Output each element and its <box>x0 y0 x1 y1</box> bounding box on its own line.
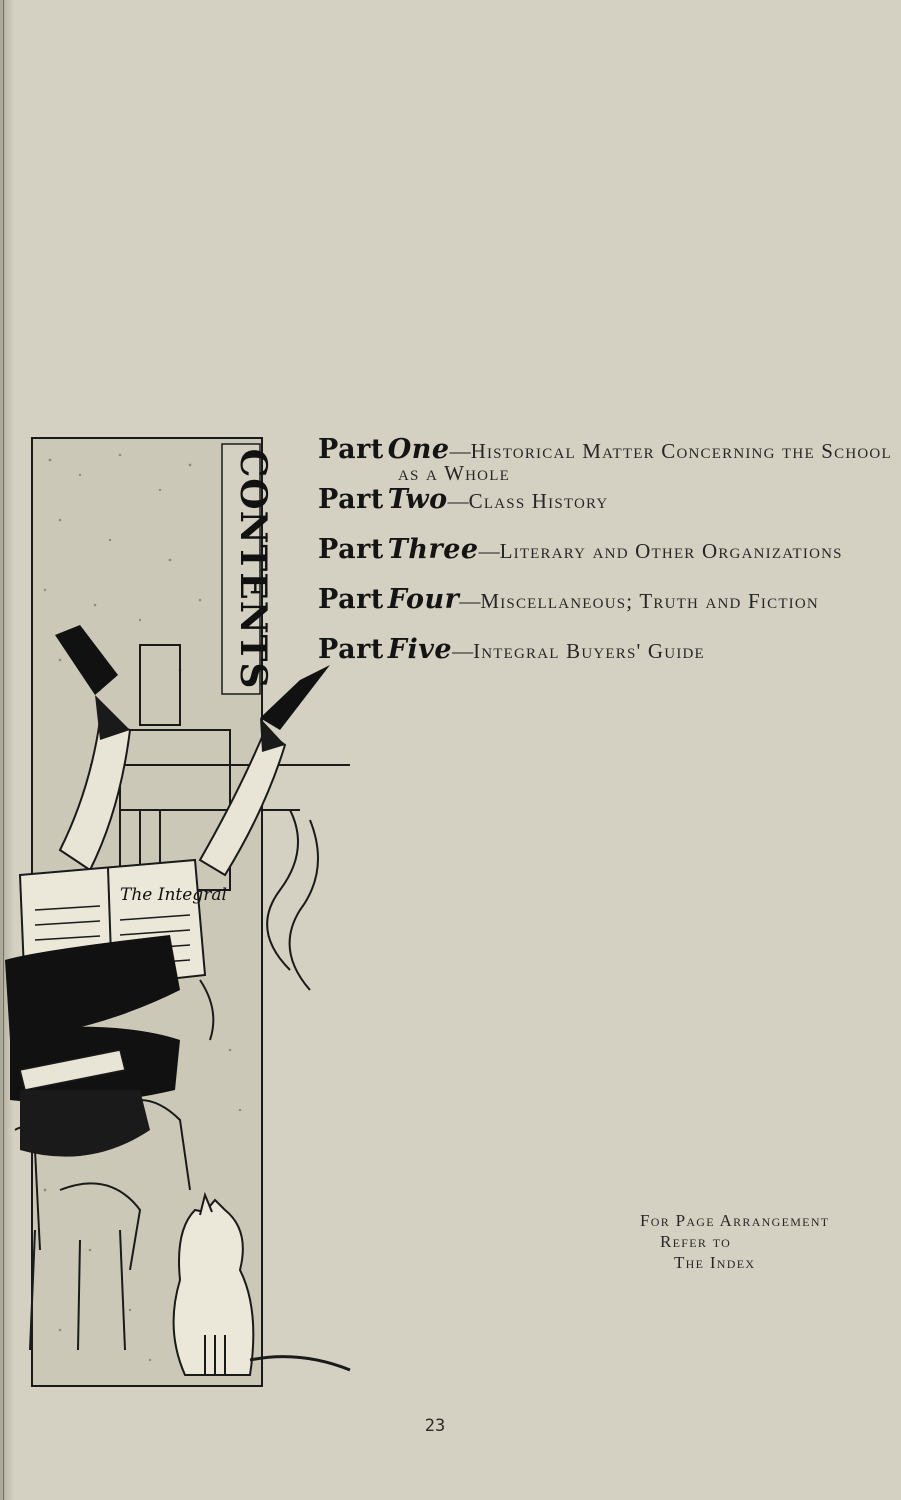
part-number: Three <box>387 534 479 565</box>
contents-entry-four: Part Four—Miscellaneous; Truth and Fiction <box>318 584 819 615</box>
part-description: Integral Buyers' Guide <box>473 639 705 663</box>
part-label: Part <box>318 584 384 615</box>
part-label: Part <box>318 484 384 515</box>
note-line: Refer to <box>660 1232 732 1251</box>
part-label: Part <box>318 634 384 665</box>
contents-entry-one: Part One—Historical Matter Concerning the School <box>318 434 892 465</box>
part-number: Two <box>387 484 448 515</box>
part-number: Five <box>387 634 453 665</box>
contents-entry-three: Part Three—Literary and Other Organizations <box>318 534 843 565</box>
part-number: One <box>387 434 450 465</box>
note-line: The Index <box>674 1253 756 1272</box>
part-label: Part <box>318 434 384 465</box>
part-description: Class History <box>468 489 609 513</box>
part-description: Miscellaneous; Truth and Fiction <box>480 589 819 613</box>
contents-entry-five: Part Five—Integral Buyers' Guide <box>318 634 705 665</box>
contents-lettering-text: CONTENTS <box>232 448 274 690</box>
contents-entry-two: Part Two—Class History <box>318 484 609 515</box>
part-description: Historical Matter Concerning the School <box>470 439 892 463</box>
illustration-drawing <box>0 430 355 1395</box>
page-arrangement-note <box>640 1210 829 1273</box>
part-label: Part <box>318 534 384 565</box>
page-number: 23 <box>424 1416 446 1436</box>
note-line: For Page Arrangement <box>640 1211 830 1230</box>
contents-illustration <box>0 430 355 1395</box>
part-number: Four <box>387 584 460 615</box>
part-description: Literary and Other Organizations <box>499 539 843 563</box>
part-description-continued: as a Whole <box>398 461 510 485</box>
newspaper-title: The Integral <box>120 885 227 905</box>
contents-lettering <box>222 444 274 694</box>
